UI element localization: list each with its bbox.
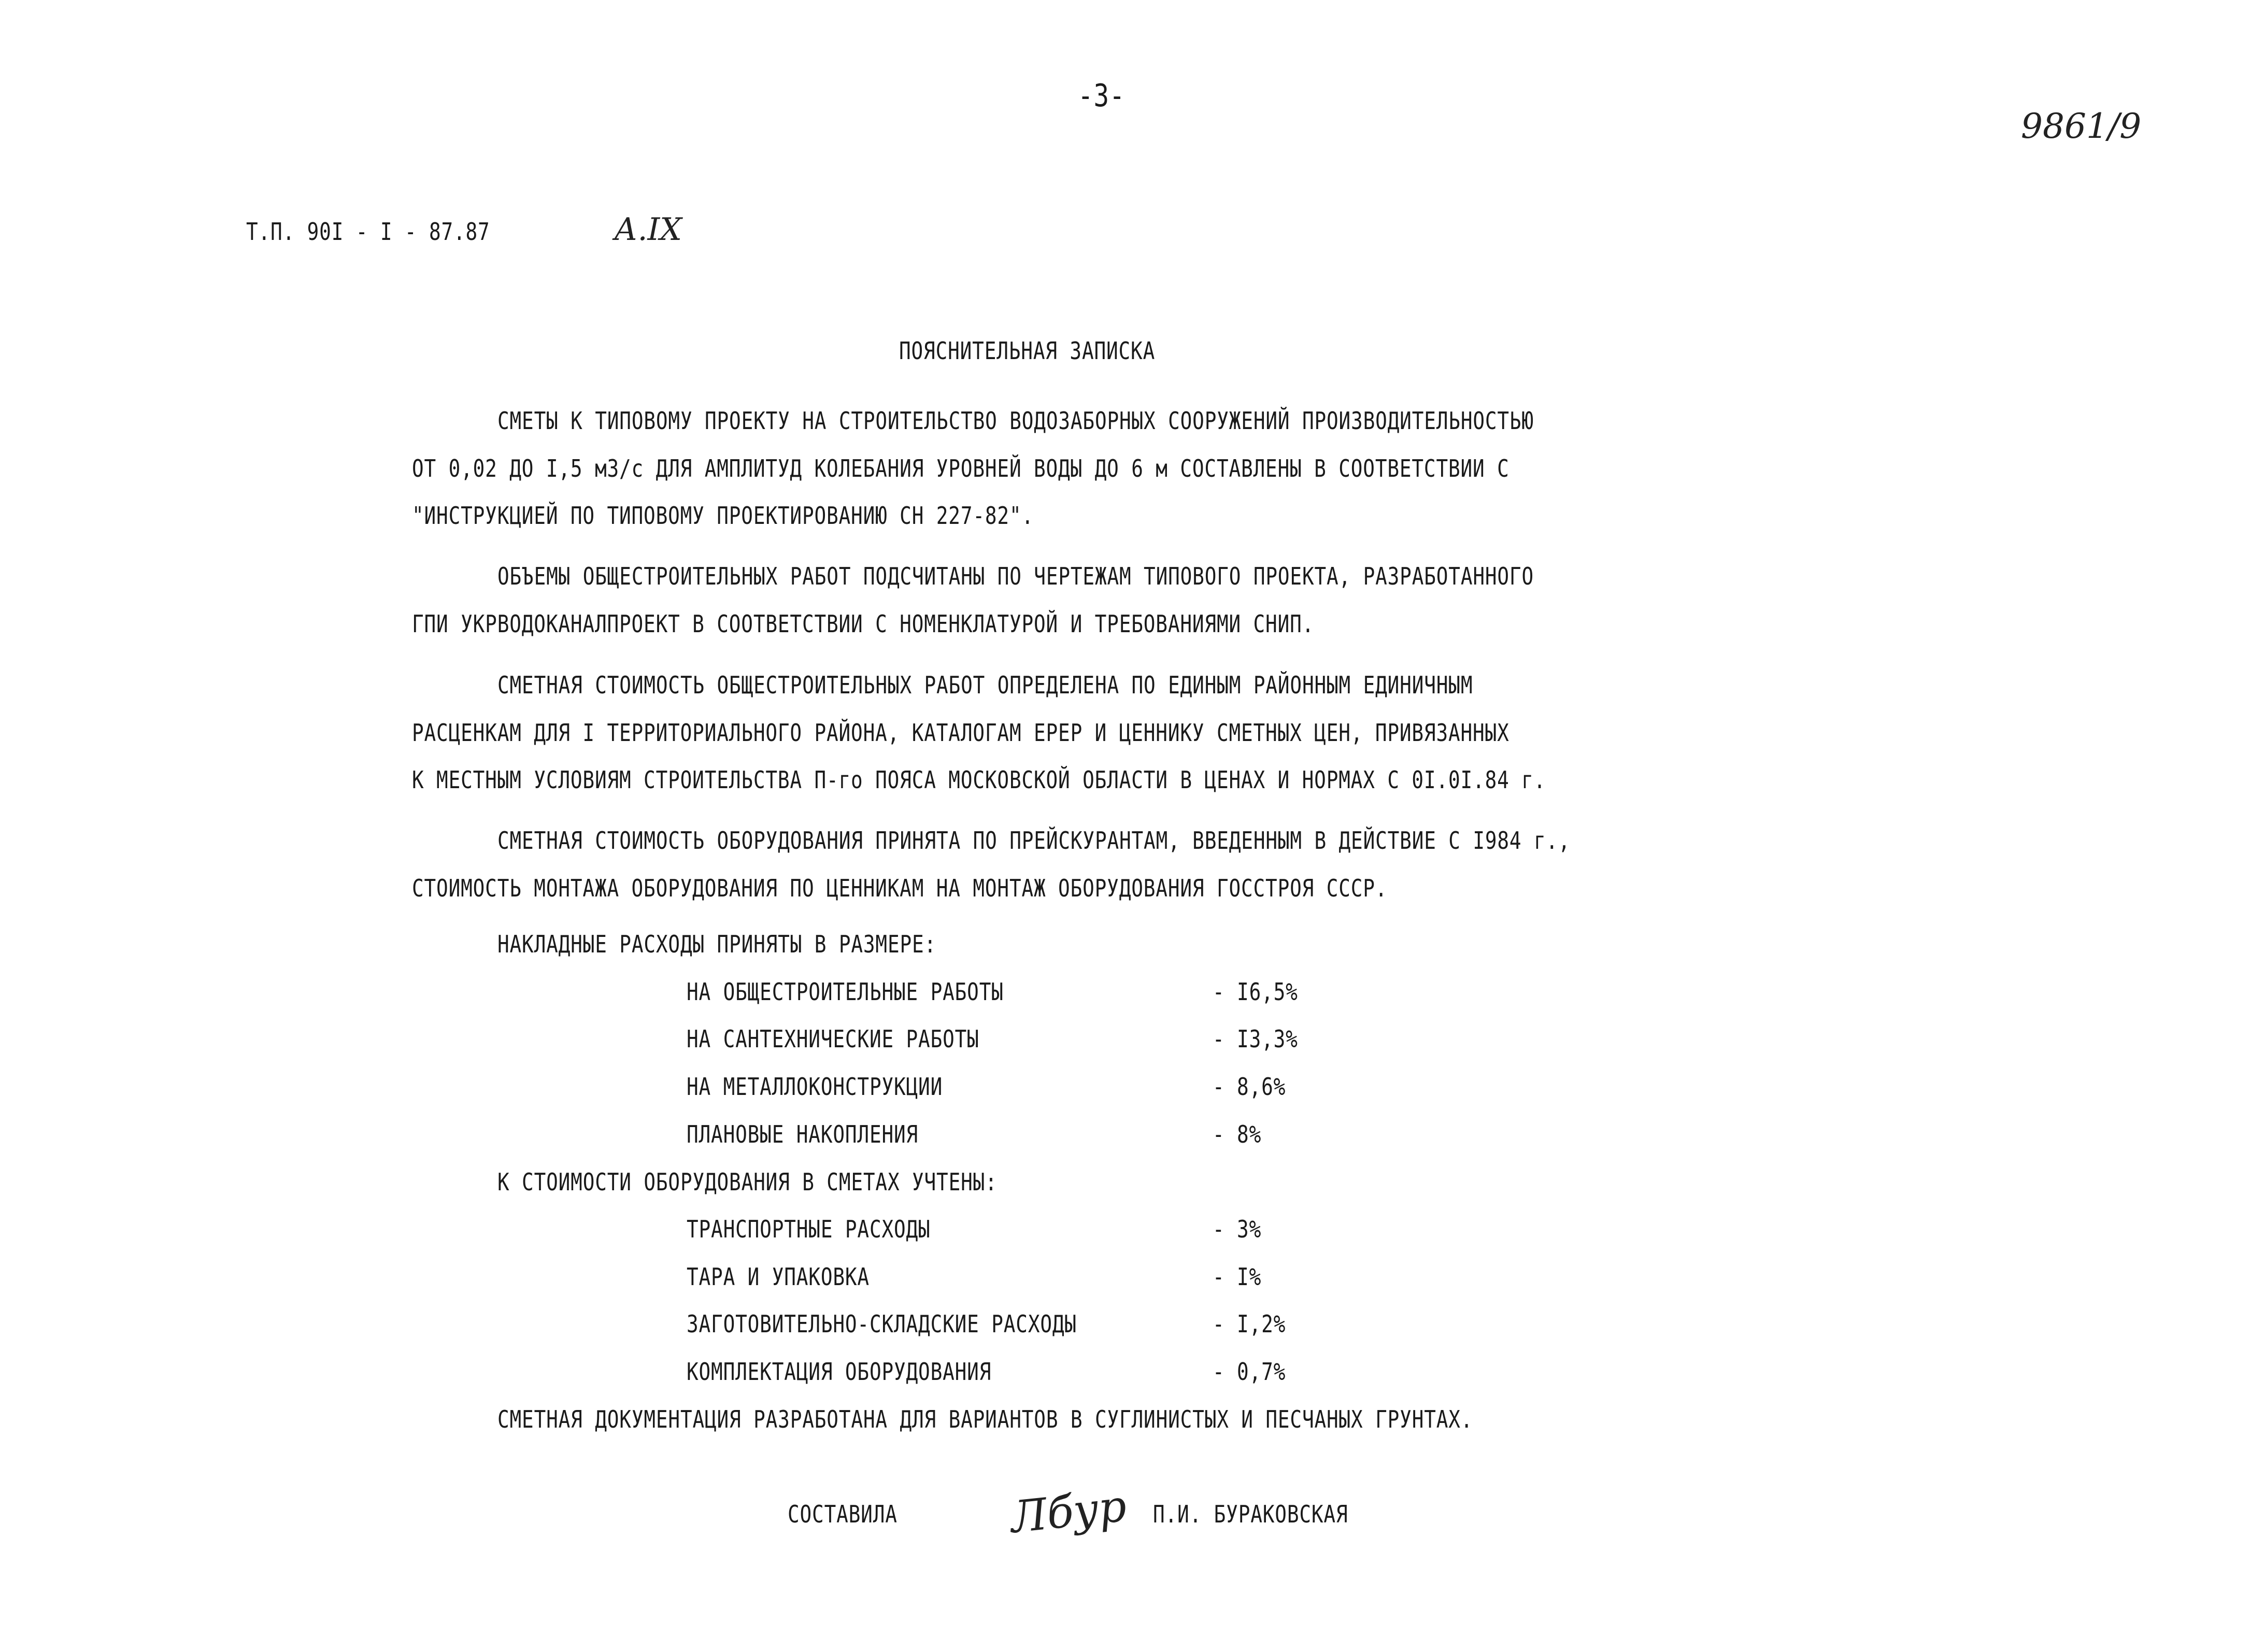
archive-number: 9861/9 (2021, 106, 2142, 146)
paragraph-2-line-2: ГПИ УКРВОДОКАНАЛПРОЕКТ В СООТВЕТСТВИИ С НОМЕНКЛАТУРОЙ И ТРЕБОВАНИЯМИ СНИП. (412, 610, 1315, 638)
document-title: ПОЯСНИТЕЛЬНАЯ ЗАПИСКА (899, 337, 1156, 365)
paragraph-1-line-2: ОТ 0,02 ДО I,5 м3/с ДЛЯ АМПЛИТУД КОЛЕБАНИЯ УРОВНЕЙ ВОДЫ ДО 6 м СОСТАВЛЕНЫ В СООТВЕТСТВИИ С (412, 454, 1509, 482)
overhead-heading: НАКЛАДНЫЕ РАСХОДЫ ПРИНЯТЫ В РАЗМЕРЕ: (497, 930, 937, 958)
overhead-item-value: - 8,6% (1213, 1073, 1286, 1101)
overhead-item-label: ПЛАНОВЫЕ НАКОПЛЕНИЯ (687, 1120, 919, 1148)
paragraph-4-line-1: СМЕТНАЯ СТОИМОСТЬ ОБОРУДОВАНИЯ ПРИНЯТА ПО ПРЕЙСКУРАНТАМ, ВВЕДЕННЫМ В ДЕЙСТВИЕ С I984 г., (497, 827, 1571, 855)
equipment-item-label: ЗАГОТОВИТЕЛЬНО-СКЛАДСКИЕ РАСХОДЫ (687, 1310, 1077, 1338)
paragraph-3-line-2: РАСЦЕНКАМ ДЛЯ I ТЕРРИТОРИАЛЬНОГО РАЙОНА, КАТАЛОГАМ ЕРЕР И ЦЕННИКУ СМЕТНЫХ ЦЕН, ПРИВЯЗАННЫХ (412, 719, 1509, 747)
equipment-item-value: - I% (1213, 1263, 1262, 1291)
paragraph-3-line-1: СМЕТНАЯ СТОИМОСТЬ ОБЩЕСТРОИТЕЛЬНЫХ РАБОТ ОПРЕДЕЛЕНА ПО ЕДИНЫМ РАЙОННЫМ ЕДИНИЧНЫМ (497, 671, 1473, 699)
project-designation: Т.П. 90I - I - 87.87 (246, 218, 490, 246)
overhead-item-value: - I6,5% (1213, 978, 1298, 1006)
equipment-item-value: - I,2% (1213, 1310, 1286, 1338)
closing-statement: СМЕТНАЯ ДОКУМЕНТАЦИЯ РАЗРАБОТАНА ДЛЯ ВАРИАНТОВ В СУГЛИНИСТЫХ И ПЕСЧАНЫХ ГРУНТАХ. (497, 1405, 1473, 1433)
album-number: А.IX (614, 211, 682, 248)
paragraph-2-line-1: ОБЪЕМЫ ОБЩЕСТРОИТЕЛЬНЫХ РАБОТ ПОДСЧИТАНЫ ПО ЧЕРТЕЖАМ ТИПОВОГО ПРОЕКТА, РАЗРАБОТАННОГО (497, 562, 1534, 590)
paragraph-4-line-2: СТОИМОСТЬ МОНТАЖА ОБОРУДОВАНИЯ ПО ЦЕННИКАМ НА МОНТАЖ ОБОРУДОВАНИЯ ГОССТРОЯ СССР. (412, 874, 1388, 902)
overhead-item-label: НА САНТЕХНИЧЕСКИЕ РАБОТЫ (687, 1025, 979, 1053)
equipment-item-value: - 0,7% (1213, 1358, 1286, 1386)
signatory-name: П.И. БУРАКОВСКАЯ (1153, 1500, 1348, 1528)
equipment-item-label: ТАРА И УПАКОВКА (687, 1263, 870, 1291)
page-number: -3- (1078, 78, 1126, 114)
overhead-item-label: НА ОБЩЕСТРОИТЕЛЬНЫЕ РАБОТЫ (687, 978, 1004, 1006)
overhead-item-label: НА МЕТАЛЛОКОНСТРУКЦИИ (687, 1073, 943, 1101)
paragraph-3-line-3: К МЕСТНЫМ УСЛОВИЯМ СТРОИТЕЛЬСТВА П-го ПОЯСА МОСКОВСКОЙ ОБЛАСТИ В ЦЕНАХ И НОРМАХ С 0I.0I.84 г. (412, 766, 1546, 794)
equipment-item-value: - 3% (1213, 1215, 1262, 1243)
paragraph-1-line-3: "ИНСТРУКЦИЕЙ ПО ТИПОВОМУ ПРОЕКТИРОВАНИЮ СН 227-82". (412, 502, 1034, 530)
overhead-item-value: - I3,3% (1213, 1025, 1298, 1053)
overhead-item-value: - 8% (1213, 1120, 1262, 1148)
handwritten-signature: Лбур (1008, 1480, 1129, 1543)
equipment-heading: К СТОИМОСТИ ОБОРУДОВАНИЯ В СМЕТАХ УЧТЕНЫ: (497, 1168, 998, 1196)
equipment-item-label: ТРАНСПОРТНЫЕ РАСХОДЫ (687, 1215, 931, 1243)
equipment-item-label: КОМПЛЕКТАЦИЯ ОБОРУДОВАНИЯ (687, 1358, 992, 1386)
paragraph-1-line-1: СМЕТЫ К ТИПОВОМУ ПРОЕКТУ НА СТРОИТЕЛЬСТВО ВОДОЗАБОРНЫХ СООРУЖЕНИЙ ПРОИЗВОДИТЕЛЬНОСТЬЮ (497, 407, 1534, 435)
signature-label: СОСТАВИЛА (788, 1500, 898, 1528)
